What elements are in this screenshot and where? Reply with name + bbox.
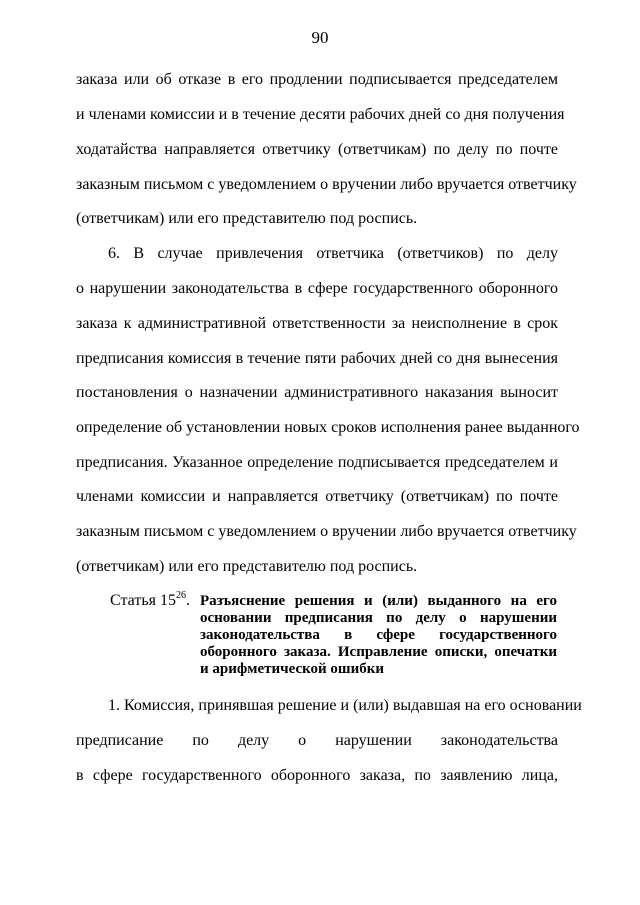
paragraph-line: заказным письмом с уведомлением о вручении либо вручается ответчику (76, 523, 577, 540)
article-label-superscript: 26 (175, 590, 186, 601)
paragraph-line: заказа или об отказе в его продлении подписывается председателем (76, 71, 558, 88)
article-title-line: оборонного заказа. Исправление описки, опечатки (200, 644, 557, 660)
article-label (110, 591, 190, 611)
paragraph-line: определение об установлении новых сроков исполнения ранее выданного (76, 419, 580, 436)
paragraph-line: о нарушении законодательства в сфере государственного оборонного (76, 280, 558, 297)
paragraph-line: ходатайства направляется ответчику (ответчикам) по делу по почте (76, 141, 558, 158)
paragraph-line: заказа к административной ответственности за неисполнение в срок (76, 315, 558, 332)
paragraph-line: предписание по делу о нарушении законодательства (76, 732, 558, 749)
paragraph-line: предписания. Указанное определение подписывается председателем и (76, 454, 558, 471)
article-title-line: Разъяснение решения и (или) выданного на его (200, 593, 557, 609)
paragraph-line: постановления о назначении административного наказания выносит (76, 384, 558, 401)
paragraph-line: и членами комиссии и в течение десяти рабочих дней со дня получения (76, 106, 565, 123)
paragraph-line: 6. В случае привлечения ответчика (ответчиков) по делу (108, 245, 558, 262)
paragraph-line: 1. Комиссия, принявшая решение и (или) выдавшая на его основании (108, 697, 582, 714)
paragraph-line: заказным письмом с уведомлением о вручении либо вручается ответчику (76, 176, 577, 193)
article-label-text: Статья 15 (110, 592, 176, 609)
paragraph-line: предписания комиссия в течение пяти рабочих дней со дня вынесения (76, 350, 558, 367)
page-number: 90 (311, 28, 329, 47)
paragraph-line: членами комиссии и направляется ответчику (ответчикам) по почте (76, 488, 558, 505)
paragraph-line: (ответчикам) или его представителю под роспись. (76, 558, 418, 575)
article-title-line: и арифметической ошибки (200, 661, 385, 677)
article-title-line: законодательства в сфере государственного (200, 627, 557, 643)
paragraph-line: (ответчикам) или его представителю под роспись. (76, 210, 418, 227)
article-label-suffix: . (185, 592, 190, 609)
paragraph-line: в сфере государственного оборонного заказа, по заявлению лица, (76, 767, 558, 784)
article-title-line: основании предписания по делу о нарушении (200, 610, 557, 626)
